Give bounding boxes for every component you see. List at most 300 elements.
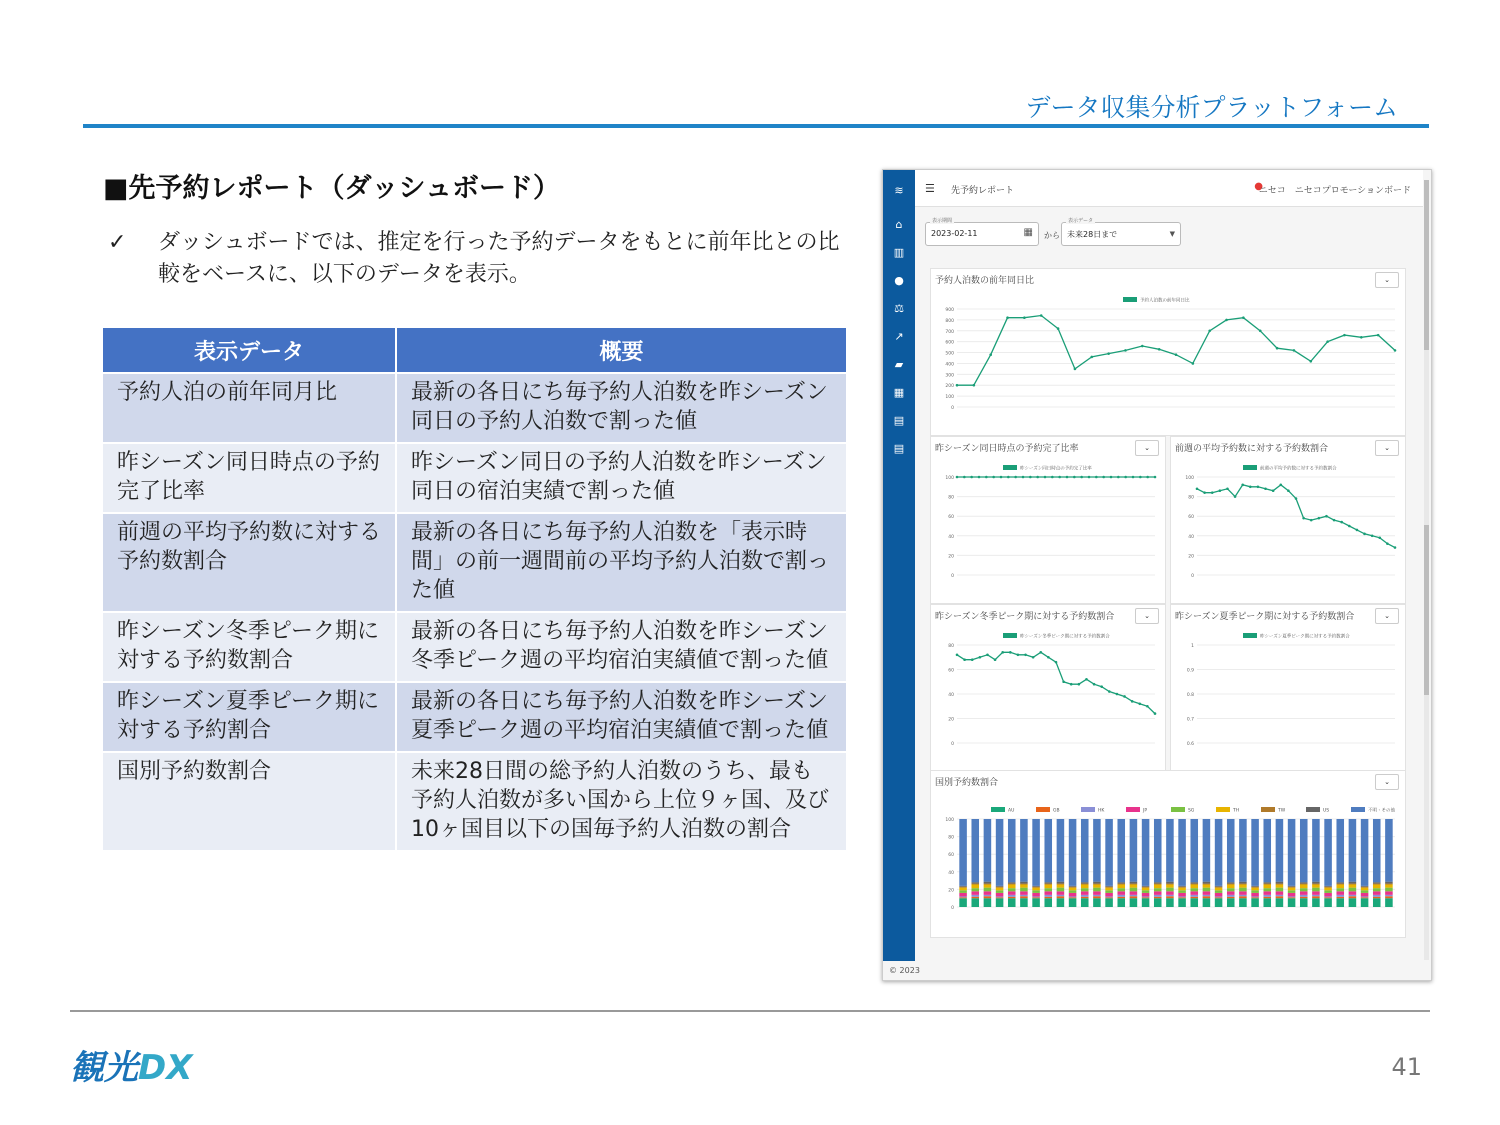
bar-segment: [1190, 898, 1198, 907]
bar-segment: [1142, 886, 1150, 887]
bar-segment: [1324, 890, 1332, 893]
data-point: [1040, 314, 1043, 317]
bar-segment: [1166, 891, 1174, 895]
bar-segment: [1276, 891, 1284, 895]
bar-segment: [971, 895, 979, 897]
header-title: データ収集分析プラットフォーム: [1025, 93, 1398, 122]
bar-segment: [959, 896, 967, 897]
data-point: [1124, 476, 1127, 479]
bar-segment: [1312, 884, 1320, 885]
bar-segment: [1373, 884, 1381, 885]
bar-segment: [1349, 882, 1357, 884]
bar-segment: [1385, 884, 1393, 887]
card-winter: [930, 604, 1166, 772]
data-point: [1356, 529, 1359, 532]
bar-segment: [1032, 888, 1040, 891]
bar-segment: [1117, 898, 1125, 907]
bar-segment: [1105, 898, 1113, 907]
bar-segment: [1239, 898, 1247, 907]
card-toggle-button[interactable]: ⌄: [1375, 440, 1399, 456]
card-title: 昨シーズン同日時点の予約完了比率: [935, 444, 1079, 454]
bar-segment: [1288, 898, 1296, 907]
bar-segment: [1020, 819, 1028, 882]
bar-segment: [1130, 884, 1138, 885]
bar-segment: [1093, 898, 1101, 907]
bar-segment: [1324, 896, 1332, 897]
bar-segment: [984, 884, 992, 885]
table-header-summary: 概要: [396, 327, 847, 373]
legend-swatch: [1243, 465, 1257, 470]
data-point: [1047, 656, 1050, 659]
bar-segment: [1178, 898, 1186, 907]
bar-segment: [1081, 898, 1089, 907]
data-point: [978, 476, 981, 479]
bar-segment: [1105, 890, 1113, 893]
data-point: [1348, 525, 1351, 528]
bar-segment: [971, 819, 979, 882]
bar-segment: [1239, 884, 1247, 887]
bar-segment: [1032, 896, 1040, 897]
data-point: [989, 353, 992, 356]
bar-segment: [1130, 819, 1138, 882]
table-cell-item: 昨シーズン夏季ピーク期に対する予約割合: [102, 682, 396, 752]
data-point: [1062, 680, 1065, 683]
bar-segment: [996, 886, 1004, 887]
bar-segment: [1312, 898, 1320, 907]
data-point: [1017, 654, 1020, 657]
y-tick-label: 1: [1191, 644, 1194, 649]
bar-segment: [1324, 819, 1332, 886]
bar-segment: [1190, 888, 1198, 891]
bar-segment: [1154, 891, 1162, 895]
bar-segment: [1385, 891, 1393, 895]
bar-segment: [1276, 888, 1284, 892]
data-point: [985, 476, 988, 479]
y-tick-label: 60: [948, 668, 954, 674]
bar-segment: [996, 896, 1004, 897]
y-tick-label: 40: [948, 534, 954, 540]
bar-segment: [1154, 898, 1162, 907]
data-point: [1080, 476, 1083, 479]
date-field[interactable]: [925, 218, 1039, 246]
footer-rule: [70, 1010, 1430, 1012]
bar-segment: [1300, 888, 1308, 891]
bar-segment: [1324, 886, 1332, 887]
bar-segment: [1057, 898, 1065, 907]
file-upload-icon[interactable]: ▤: [893, 414, 905, 427]
bar-segment: [1081, 895, 1089, 897]
y-tick-label: 20: [1188, 554, 1194, 560]
bar-segment: [1349, 888, 1357, 892]
data-point: [1057, 327, 1060, 330]
bar-segment: [1081, 884, 1089, 888]
data-point: [1088, 476, 1091, 479]
data-point: [1386, 542, 1389, 545]
bar-segment: [1215, 893, 1223, 897]
bar-segment: [996, 893, 1004, 897]
table-row: [102, 373, 847, 443]
bar-segment: [1044, 888, 1052, 891]
bar-segment: [971, 884, 979, 888]
data-point: [1208, 329, 1211, 332]
bar-segment: [1178, 819, 1186, 886]
bar-segment: [1178, 886, 1186, 887]
data-point: [1154, 712, 1157, 715]
y-tick-label: 100: [945, 476, 954, 481]
bar-segment: [1069, 896, 1077, 897]
bar-segment: [1166, 884, 1174, 885]
bar-segment: [1069, 893, 1077, 897]
data-point: [1196, 487, 1199, 490]
bar-segment: [1251, 897, 1259, 898]
bar-segment: [1300, 882, 1308, 883]
bar-segment: [996, 888, 1004, 891]
legend-label: TW: [1278, 808, 1286, 814]
bar-segment: [1251, 898, 1259, 907]
bar-segment: [1385, 895, 1393, 896]
bar-segment: [1117, 888, 1125, 891]
bar-segment: [959, 898, 967, 907]
table-cell-desc: 最新の各日にち毎予約人泊数を「表示時間」の前一週間前の平均予約人泊数で割った値: [396, 513, 847, 612]
legend-label: 昨シーズン同日時点の予約完了比率: [1020, 466, 1092, 472]
bar-segment: [1336, 888, 1344, 891]
bar-segment: [1288, 888, 1296, 891]
layers-icon[interactable]: ≋: [894, 184, 904, 197]
card-title: 前週の平均予約数に対する予約数割合: [1175, 444, 1329, 454]
bar-segment: [984, 891, 992, 895]
ruler-icon[interactable]: ▰: [894, 358, 904, 371]
line-chart-icon[interactable]: ↗: [894, 330, 904, 343]
y-tick-label: 40: [948, 693, 954, 698]
data-point: [1211, 491, 1214, 494]
data-point: [986, 654, 989, 657]
bar-segment: [1166, 884, 1174, 887]
data-point: [1024, 654, 1027, 657]
bar-segment: [1093, 896, 1101, 898]
bar-segment: [1142, 887, 1150, 888]
legend-label: 前週の平均予約数に対する予約数割合: [1260, 466, 1337, 472]
bar-segment: [1263, 882, 1271, 883]
data-point: [1007, 476, 1010, 479]
bar-segment: [1251, 896, 1259, 897]
calendar-icon[interactable]: ▦: [1023, 227, 1033, 238]
header-rule: [83, 124, 1429, 128]
bar-segment: [1093, 884, 1101, 887]
legend-label: 昨シーズン冬季ピーク期に対する予約数割合: [1020, 634, 1110, 640]
bar-segment: [1203, 884, 1211, 887]
bar-segment: [1069, 897, 1077, 898]
legend-swatch-TH: [1216, 807, 1230, 812]
bar-segment: [1300, 898, 1308, 907]
card-toggle-button[interactable]: ⌄: [1135, 608, 1159, 624]
bar-segment: [1251, 893, 1259, 897]
bar-segment: [1069, 888, 1077, 891]
bar-segment: [1166, 898, 1174, 907]
bar-segment: [1057, 891, 1065, 895]
bar-segment: [1142, 888, 1150, 891]
bar-segment: [1032, 890, 1040, 893]
bar-segment: [1154, 884, 1162, 888]
yoy-line-chart: [931, 269, 1405, 435]
y-tick-label: 200: [945, 384, 954, 390]
bar-segment: [1203, 819, 1211, 882]
bar-segment: [1276, 895, 1284, 896]
bar-segment: [1178, 888, 1186, 891]
legend-swatch: [1003, 465, 1017, 470]
data-point: [1066, 476, 1069, 479]
chevron-down-icon[interactable]: ▼: [1169, 230, 1175, 238]
y-tick-label: 60: [1188, 515, 1194, 521]
card-toggle-button[interactable]: ⌄: [1375, 774, 1399, 790]
data-point: [1039, 651, 1042, 654]
data-point: [1394, 546, 1397, 549]
bar-segment: [1312, 895, 1320, 896]
bar-segment: [1361, 888, 1369, 891]
bar-segment: [1069, 886, 1077, 887]
bar-segment: [1178, 887, 1186, 888]
data-point: [1032, 656, 1035, 659]
bar-segment: [1312, 882, 1320, 884]
y-tick-label: 80: [948, 495, 954, 501]
bar-segment: [1020, 884, 1028, 887]
bar-segment: [1117, 882, 1125, 883]
bar-chart-icon[interactable]: ▥: [893, 246, 905, 259]
table-cell-desc: 未来28日間の総予約人泊数のうち、最も予約人泊数が多い国から上位９ヶ国、及び10ヶ国目以下の国毎予約人泊数の割合: [396, 752, 847, 851]
user-org-label[interactable]: ニセコ ニセコプロモーションボード: [1258, 186, 1411, 196]
bar-segment: [1130, 896, 1138, 898]
data-point: [1110, 476, 1113, 479]
y-tick-label: 900: [945, 308, 954, 313]
data-point: [1070, 683, 1073, 686]
data-point: [1363, 533, 1366, 536]
bar-segment: [1093, 819, 1101, 882]
card-toggle-button[interactable]: ⌄: [1375, 272, 1399, 288]
range-connector: から: [1044, 231, 1060, 240]
y-tick-label: 60: [948, 853, 954, 859]
data-point: [979, 656, 982, 659]
data-point: [1302, 517, 1305, 520]
data-point: [1029, 476, 1032, 479]
data-point: [1108, 690, 1111, 693]
card-toggle-button[interactable]: ⌄: [1375, 608, 1399, 624]
data-point: [1175, 353, 1178, 356]
bar-segment: [1385, 896, 1393, 898]
legend-swatch: [1243, 633, 1257, 638]
bar-segment: [1227, 884, 1235, 885]
bar-segment: [1324, 898, 1332, 907]
bar-segment: [1093, 891, 1101, 895]
bar-segment: [1117, 884, 1125, 885]
bar-segment: [1324, 893, 1332, 897]
legend-label: 昨シーズン夏季ピーク期に対する予約数割合: [1260, 634, 1350, 640]
bar-segment: [971, 888, 979, 891]
bar-segment: [1239, 891, 1247, 895]
legend-swatch-不明・その他: [1351, 807, 1365, 812]
bar-segment: [1373, 882, 1381, 883]
y-tick-label: 20: [948, 554, 954, 560]
bar-segment: [959, 886, 967, 887]
bar-segment: [1349, 884, 1357, 887]
y-tick-label: 80: [948, 644, 954, 649]
data-point: [1225, 319, 1228, 322]
card-title: 予約人泊数の前年同日比: [935, 276, 1035, 286]
bar-segment: [1215, 886, 1223, 887]
bar-segment: [1069, 898, 1077, 907]
card-toggle-button[interactable]: ⌄: [1135, 440, 1159, 456]
bar-segment: [1227, 888, 1235, 891]
data-point: [1293, 349, 1296, 352]
bar-segment: [1154, 882, 1162, 883]
card-summer: [1170, 604, 1406, 772]
period-select[interactable]: [1061, 218, 1181, 246]
bar-segment: [1008, 819, 1016, 882]
data-point: [1055, 661, 1058, 664]
card-country: [930, 770, 1406, 938]
bar-segment: [1263, 884, 1271, 885]
bar-segment: [1117, 897, 1125, 898]
bar-segment: [984, 819, 992, 882]
bar-segment: [1227, 898, 1235, 907]
bar-segment: [1093, 882, 1101, 884]
data-point: [1138, 703, 1141, 706]
bar-segment: [1276, 896, 1284, 898]
bar-segment: [1032, 897, 1040, 898]
legend-label: AU: [1008, 808, 1015, 814]
bar-segment: [959, 890, 967, 893]
bar-segment: [1203, 882, 1211, 884]
bar-segment: [1190, 882, 1198, 883]
bar-segment: [1178, 893, 1186, 897]
bar-segment: [1057, 884, 1065, 885]
bar-segment: [1044, 884, 1052, 888]
y-tick-label: 0.6: [1186, 742, 1194, 747]
data-point: [1107, 352, 1110, 355]
bar-segment: [1203, 896, 1211, 898]
legend-swatch-HK: [1081, 807, 1095, 812]
bar-segment: [996, 890, 1004, 893]
data-point: [1146, 705, 1149, 708]
legend-swatch-GB: [1036, 807, 1050, 812]
bar-segment: [1349, 895, 1357, 896]
bar-segment: [1008, 882, 1016, 883]
data-point: [992, 476, 995, 479]
bar-segment: [1190, 897, 1198, 898]
user-icon[interactable]: ●: [894, 274, 904, 287]
bar-segment: [1276, 819, 1284, 882]
bar-segment: [959, 888, 967, 891]
bar-segment: [1008, 888, 1016, 891]
bar-segment: [959, 897, 967, 898]
bar-segment: [1251, 890, 1259, 893]
bar-segment: [1349, 891, 1357, 895]
file-download-icon[interactable]: ▤: [893, 442, 905, 455]
data-spec-table: [101, 326, 848, 852]
data-point: [973, 384, 976, 387]
kanko-dx-logo: [70, 1040, 192, 1089]
bar-segment: [971, 882, 979, 883]
bar-segment: [1239, 895, 1247, 896]
dashboard-screenshot: [882, 169, 1432, 981]
bar-segment: [1349, 896, 1357, 898]
data-point: [1000, 476, 1003, 479]
data-point: [1378, 536, 1381, 539]
hamburger-menu-icon[interactable]: ☰: [925, 182, 935, 195]
bar-segment: [1251, 888, 1259, 891]
bullet-item: [108, 227, 848, 291]
bar-segment: [1190, 891, 1198, 895]
bar-segment: [1251, 887, 1259, 888]
bar-segment: [1300, 897, 1308, 898]
scale-icon[interactable]: ⚖: [894, 302, 904, 315]
y-tick-label: 0: [1191, 574, 1194, 579]
y-tick-label: 20: [948, 888, 954, 894]
bar-segment: [1263, 891, 1271, 895]
table-cell-item: 前週の平均予約数に対する予約数割合: [102, 513, 396, 612]
data-point: [971, 658, 974, 661]
bar-segment: [1239, 888, 1247, 892]
logo-main-text: 観光: [70, 1048, 138, 1088]
bar-segment: [1385, 884, 1393, 885]
bar-segment: [1227, 819, 1235, 882]
bar-segment: [1263, 895, 1271, 897]
bar-segment: [1288, 897, 1296, 898]
bar-segment: [1215, 888, 1223, 891]
bar-segment: [1044, 891, 1052, 895]
bar-segment: [1081, 888, 1089, 891]
sidebar: [883, 170, 915, 961]
data-point: [1095, 476, 1098, 479]
home-icon[interactable]: ⌂: [895, 218, 903, 231]
bar-segment: [1044, 882, 1052, 883]
bar-segment: [1044, 895, 1052, 897]
legend-swatch: [1003, 633, 1017, 638]
bar-segment: [1263, 819, 1271, 882]
bar-segment: [1142, 898, 1150, 907]
bar-segment: [1044, 819, 1052, 882]
data-point: [1131, 700, 1134, 703]
bar-segment: [1020, 891, 1028, 895]
bar-segment: [1142, 893, 1150, 897]
bar-segment: [1105, 819, 1113, 886]
grid-icon[interactable]: ▦: [893, 386, 905, 399]
bar-segment: [1239, 884, 1247, 885]
table-cell-item: 予約人泊の前年同月比: [102, 373, 396, 443]
bar-segment: [959, 887, 967, 888]
bar-segment: [1373, 819, 1381, 882]
card-title: 昨シーズン冬季ピーク期に対する予約数割合: [935, 612, 1115, 622]
bar-segment: [1203, 888, 1211, 892]
bar-segment: [1178, 890, 1186, 893]
legend-label: GB: [1053, 808, 1060, 814]
notification-bell-icon[interactable]: ●: [1254, 181, 1263, 192]
bar-segment: [1312, 884, 1320, 887]
bar-segment: [1312, 888, 1320, 892]
bar-segment: [1300, 895, 1308, 897]
bar-segment: [1166, 819, 1174, 882]
data-point: [1132, 476, 1135, 479]
dashboard-title: 先予約レポート: [951, 186, 1015, 196]
vertical-scrollbar[interactable]: [1424, 180, 1429, 960]
bar-segment: [1069, 819, 1077, 886]
bar-segment: [1288, 896, 1296, 897]
data-point: [1234, 495, 1237, 498]
bar-segment: [1312, 891, 1320, 895]
card-title: 国別予約数割合: [935, 778, 999, 788]
legend-swatch-SG: [1171, 807, 1185, 812]
bar-segment: [1324, 887, 1332, 888]
bar-segment: [1190, 819, 1198, 882]
winter-line-chart: [931, 605, 1165, 771]
